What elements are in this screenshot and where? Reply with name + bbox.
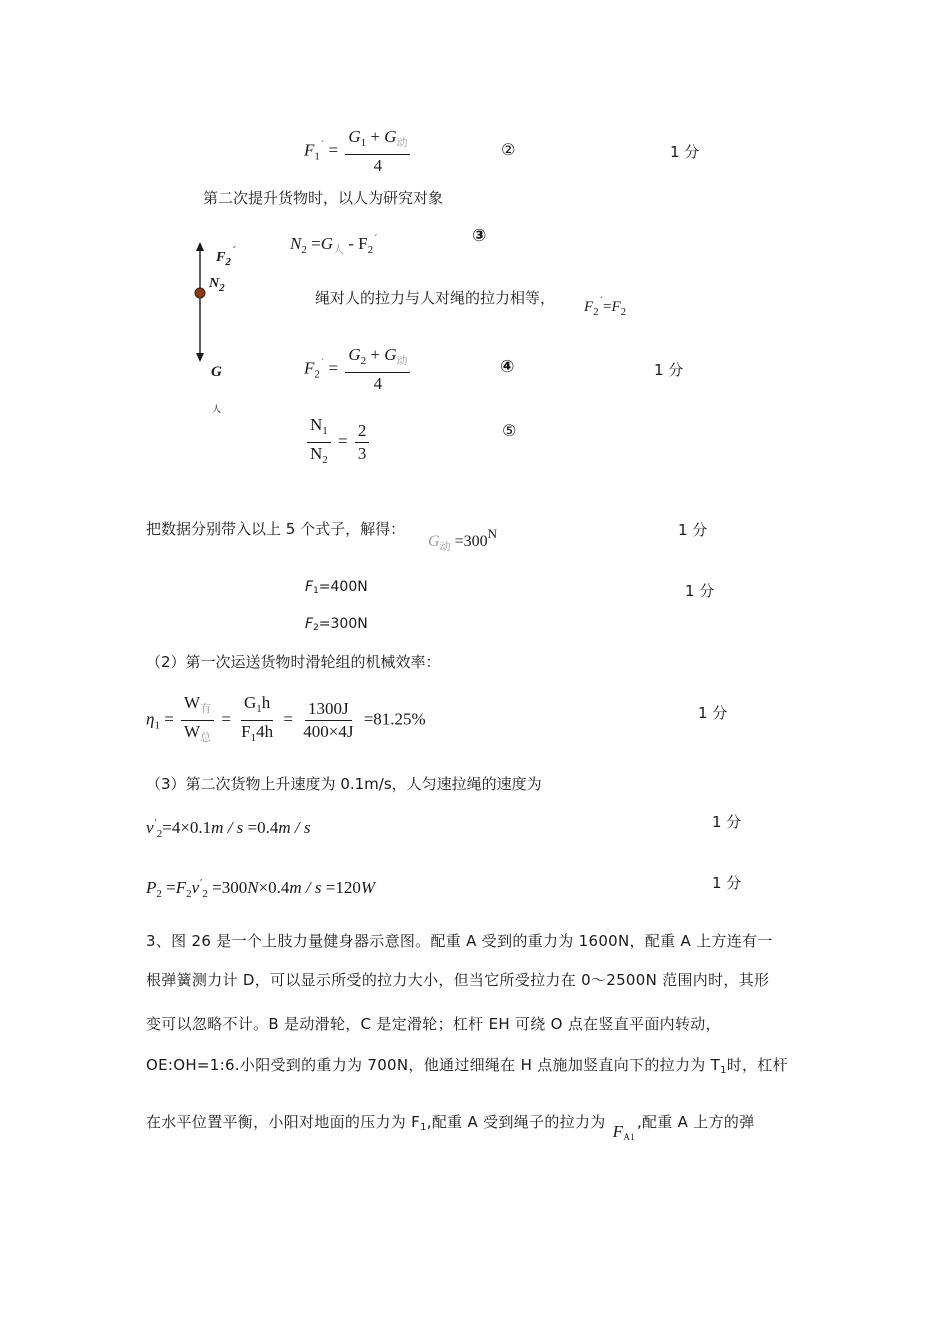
velocity-equation: $v'_2=4\times 0.1m / s =0.4m / s$ bbox=[146, 818, 311, 840]
fraction: $\frac{G_1 + G_动}{4}$ bbox=[345, 128, 410, 175]
part2-heading: （2）第一次运送货物时滑轮组的机械效率： bbox=[146, 653, 441, 671]
power-equation: $P_2 =F_2v'_2 =300N\times 0.4m / s =120W$ bbox=[146, 878, 376, 900]
equation-4: $F_2^´$ = $\frac{G_2 + G_动}{4}$ bbox=[304, 346, 413, 393]
text-line: 第二次提升货物时，以人为研究对象 bbox=[203, 189, 444, 207]
arrow-down-icon bbox=[196, 353, 204, 362]
score: 1 分 bbox=[670, 143, 700, 161]
problem3-line-3: 变可以忽略不计。B 是动滑轮，C 是定滑轮；杠杆 EH 可绕 O 点在竖直平面内转动， bbox=[146, 1015, 721, 1033]
score: 1 分 bbox=[698, 704, 728, 722]
equation-2: $F_1^´$ = $\frac{G_1 + G_动}{4}$ bbox=[304, 128, 413, 175]
solve-equation: $G_动 =300^N$ bbox=[428, 526, 497, 553]
force-label-n2: $N_2$ bbox=[209, 276, 225, 294]
fraction: $\frac{G_2 + G_动}{4}$ bbox=[345, 346, 410, 393]
score: 1 分 bbox=[678, 521, 708, 539]
equation-label: ③ bbox=[472, 226, 487, 246]
f1-value: F1=400N bbox=[305, 579, 368, 596]
score: 1 分 bbox=[712, 813, 742, 831]
score: 1 分 bbox=[712, 874, 742, 892]
rope-equation: $F_2^´=F_2$ bbox=[584, 296, 627, 318]
force-label-g: G bbox=[211, 364, 222, 380]
equation-3: $N_2 =G_人 - F_2^´$ bbox=[290, 234, 378, 256]
force-label-g-sub: 人 bbox=[212, 405, 222, 415]
equation-5: $\frac{N_1}{N_2}$ = $\frac{2}{3}$ bbox=[304, 416, 372, 469]
solve-text: 把数据分别带入以上 5 个式子，解得： bbox=[146, 520, 406, 538]
problem3-line-5: 在水平位置平衡，小阳对地面的压力为 $F_1$,配重 A 受到绳子的拉力为 FA1,配重 A 上方的弹 bbox=[146, 1113, 755, 1142]
force-label-f2: $F_2^´$ bbox=[216, 246, 236, 268]
equation-label: ② bbox=[501, 140, 516, 159]
score: 1 分 bbox=[685, 582, 715, 600]
force-diagram bbox=[185, 238, 245, 418]
f2-value: F2=300N bbox=[305, 616, 368, 633]
efficiency-equation: $\eta_1$ = $\frac{W_有}{W_总}$ = $\frac{G_1h}{F_14h}$ = $\frac{1300J}{400\times 4J}$ =81.25% bbox=[146, 693, 426, 744]
arrow-up-icon bbox=[196, 242, 204, 251]
point-mass-icon bbox=[195, 288, 205, 298]
text-line: 绳对人的拉力与人对绳的拉力相等， bbox=[315, 289, 556, 307]
problem3-line-4: OE:OH=1:6.小阳受到的重力为 700N，他通过细绳在 H 点施加竖直向下的拉力为 $T_1$时，杠杆 bbox=[146, 1056, 788, 1076]
part3-heading: （3）第二次货物上升速度为 0.1m/s，人匀速拉绳的速度为 bbox=[146, 775, 542, 793]
score: 1 分 bbox=[654, 361, 684, 379]
problem3-line-1: 3、图 26 是一个上肢力量健身器示意图。配重 A 受到的重力为 1600N，配重 A 上方连有一 bbox=[146, 932, 773, 950]
fraction: $\frac{N_1}{N_2}$ bbox=[307, 416, 331, 469]
fraction: $\frac{2}{3}$ bbox=[355, 422, 370, 463]
problem3-line-2: 根弹簧测力计 D，可以显示所受的拉力大小，但当它所受拉力在 0～2500N 范围内时，其形 bbox=[146, 971, 770, 989]
equation-label: ⑤ bbox=[502, 421, 517, 440]
equation-label: ④ bbox=[500, 357, 515, 377]
